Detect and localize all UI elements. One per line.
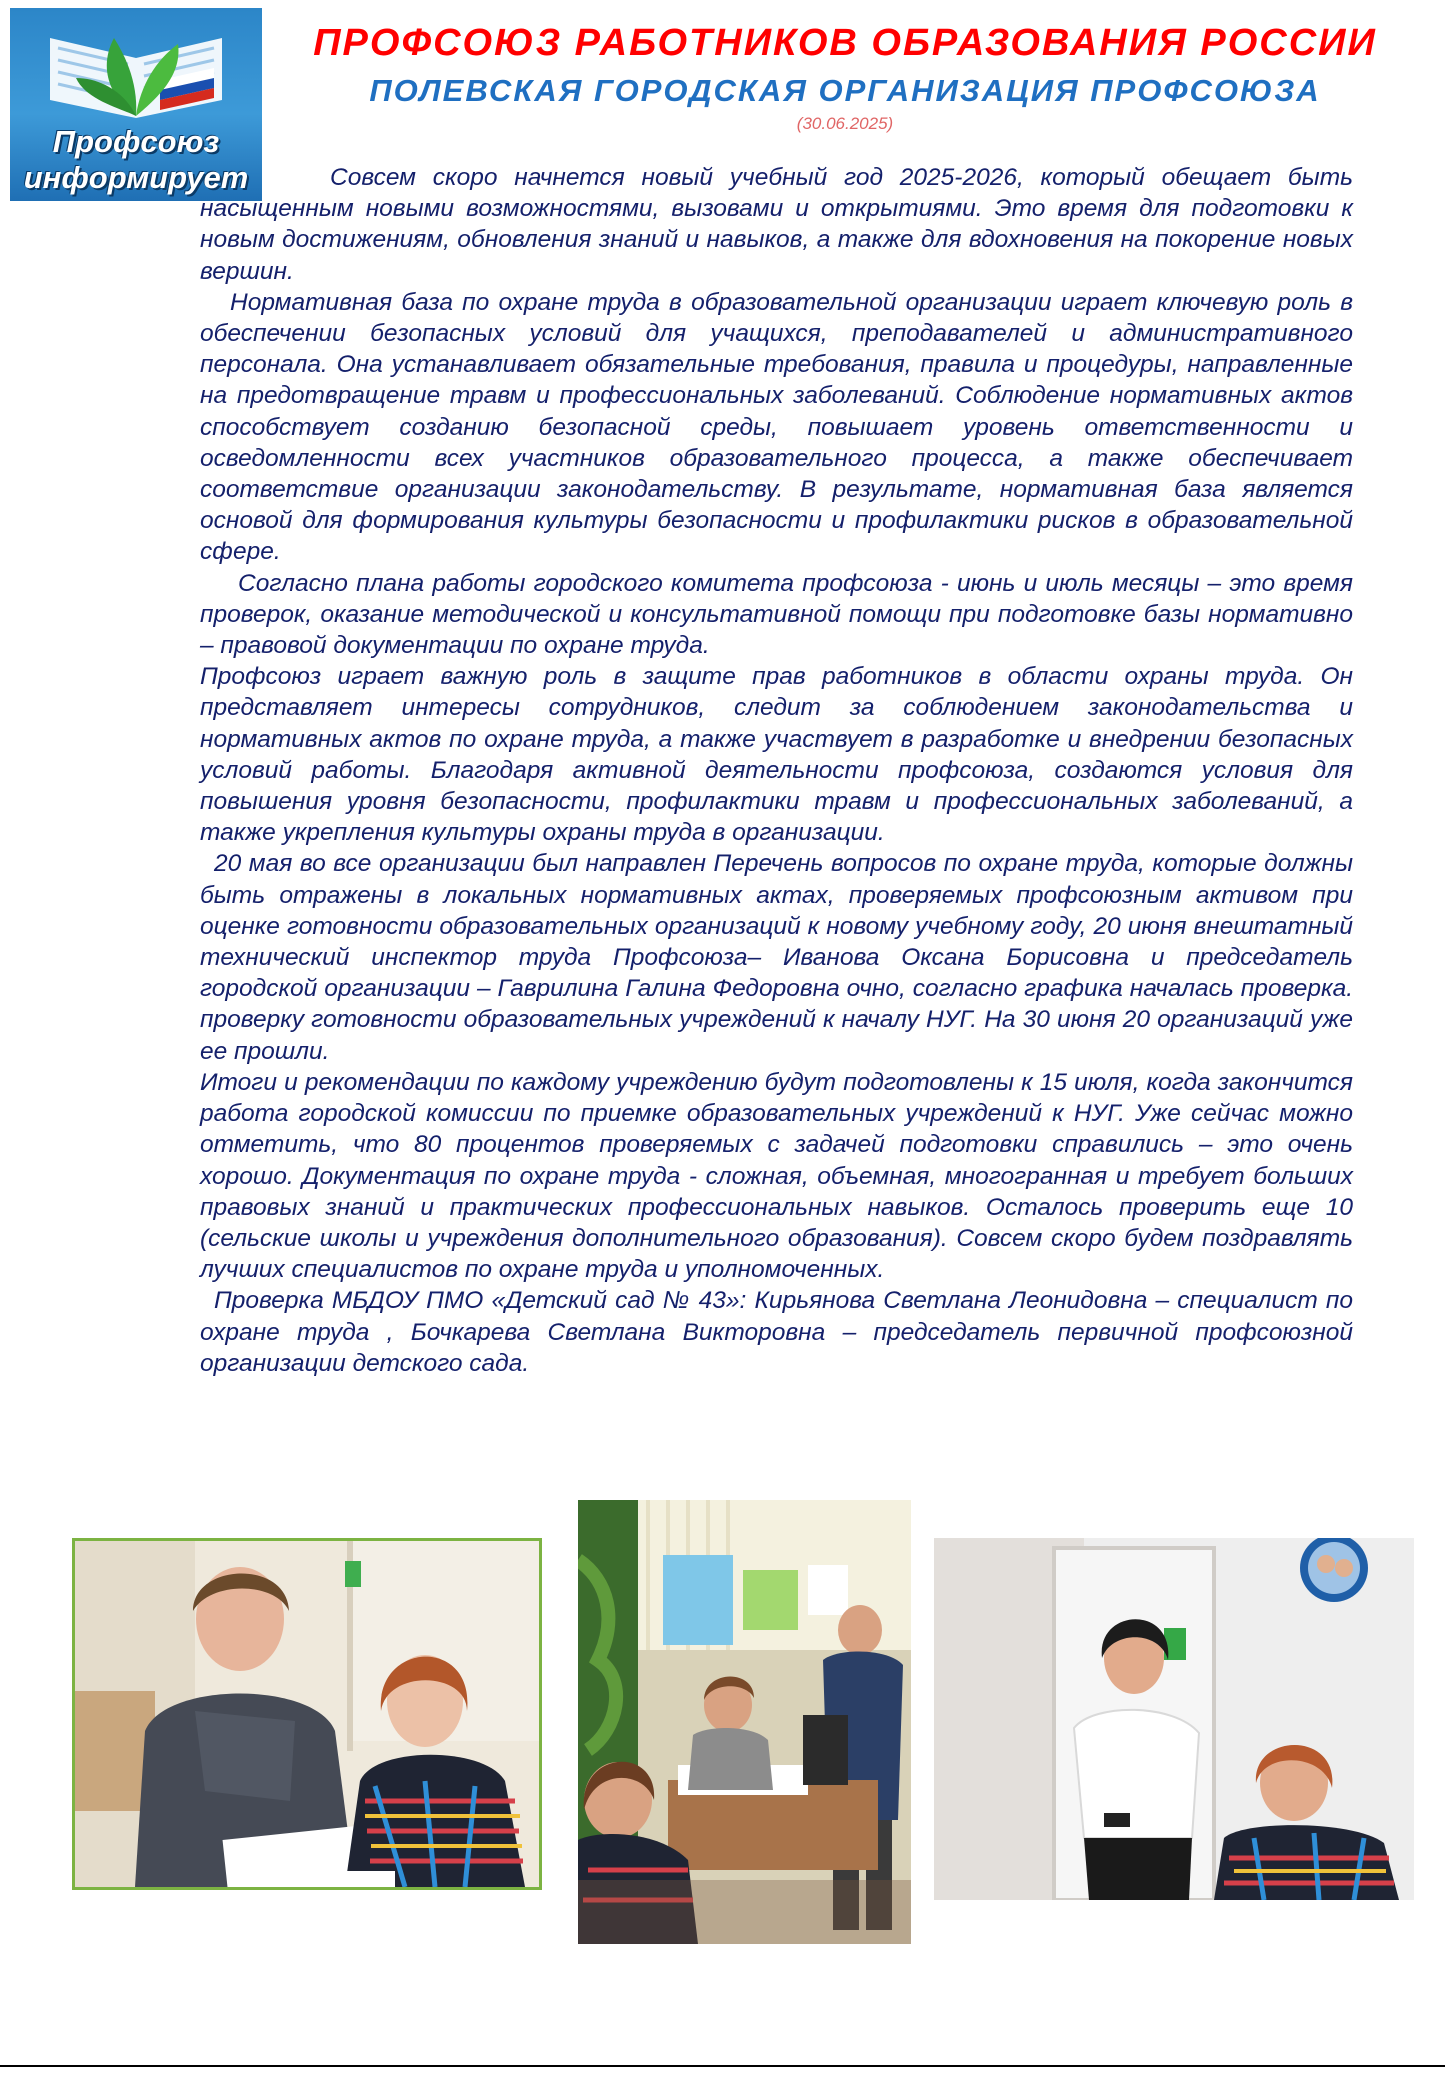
paragraph-work-plan: Согласно плана работы городского комитета профсоюза - июнь и июль месяцы – это время проверок, оказание методической и консультативной помощи при подготовке базы нормативно – правовой документации по охране труда. — [200, 569, 1353, 660]
page-bottom-rule — [0, 2065, 1445, 2067]
paragraph-inspection: 20 мая во все организации был направлен Перечень вопросов по охране труда, которые должны быть отражены в локальных нормативных актах, проверяемых профсоюзным активом при оценке готовности образовательных организаций к новому учебному году, 20 июня внештатный технический инспектор труда Профсоюза– Иванова Оксана Борисовна и председатель городской организации – Гаврилина Галина Федоровна очно, согласно графика началась проверка. проверку готовности образовательных учреждений к началу НУГ. На 30 июня 20 организаций уже ее прошли. — [200, 850, 1353, 1065]
paragraph-union-role: Профсоюз играет важную роль в защите прав работников в области охраны труда. Он представляет интересы сотрудников, следит за соблюдением законодательства и нормативных актов по охране труда, а также участвует в разработке и внедрении безопасных условий работы. Благодаря активной деятельности профсоюза, создаются условия для повышения уровня безопасности, профилактики травм и профессиональных заболеваний, а также укрепления культуры охраны труда в организации. — [200, 663, 1353, 847]
photo-office-check — [578, 1500, 911, 1944]
photo-staff-meeting — [934, 1538, 1414, 1900]
publication-date: (30.06.2025) — [796, 114, 894, 133]
article-body — [200, 162, 1353, 1379]
paragraph-intro: Совсем скоро начнется новый учебный год 2025-2026, который обещает быть насыщенным новыми возможностями, вызовами и открытиями. Это время для подготовки к новым достижениям, обновления знаний и навыков, а также для вдохновения на покорение новых вершин. — [200, 164, 1353, 285]
page-subtitle: ПОЛЕВСКАЯ ГОРОДСКАЯ ОРГАНИЗАЦИЯ ПРОФСОЮЗА — [369, 73, 1321, 108]
paragraph-results: Итоги и рекомендации по каждому учреждению будут подготовлены к 15 июля, когда закончится работа городской комиссии по приемке образовательных учреждений к НУГ. Уже сейчас можно отметить, что 80 процентов проверяемых с задачей подготовки справились – это очень хорошо. Документация по охране труда - сложная, объемная, многогранная и требует больших правовых знаний и практических профессиональных навыков. Осталось проверить еще 10 (сельские школы и учреждения дополнительного образования). Совсем скоро будем поздравлять лучших специалистов по охране труда и уполномоченных. — [200, 1068, 1353, 1284]
photo-document-review — [72, 1538, 542, 1890]
logo-text-line1: Профсоюз — [52, 124, 220, 159]
logo-text-line2: информирует — [23, 160, 249, 195]
paragraph-normative-base: Нормативная база по охране труда в образовательной организации играет ключевую роль в обеспечении безопасных условий для учащихся, преподавателей и административного персонала. Она устанавливает обязательные требования, правила и процедуры, направленные на предотвращение травм и профессиональных заболеваний. Соблюдение нормативных актов способствует созданию безопасной среды, повышает уровень ответственности и осведомленности всех участников образовательного процесса, а также обеспечивает соответствие организации законодательству. В результате, нормативная база является основой для формирования культуры безопасности и профилактики рисков в образовательной сфере. — [200, 288, 1353, 566]
paragraph-kindergarten-check: Проверка МБДОУ ПМО «Детский сад № 43»: Кирьянова Светлана Леонидовна – специалист по охране труда , Бочкарева Светлана Викторовна – председатель первичной профсоюзной организации детского сада. — [200, 1287, 1353, 1377]
page-title: ПРОФСОЮЗ РАБОТНИКОВ ОБРАЗОВАНИЯ РОССИИ — [313, 22, 1377, 64]
